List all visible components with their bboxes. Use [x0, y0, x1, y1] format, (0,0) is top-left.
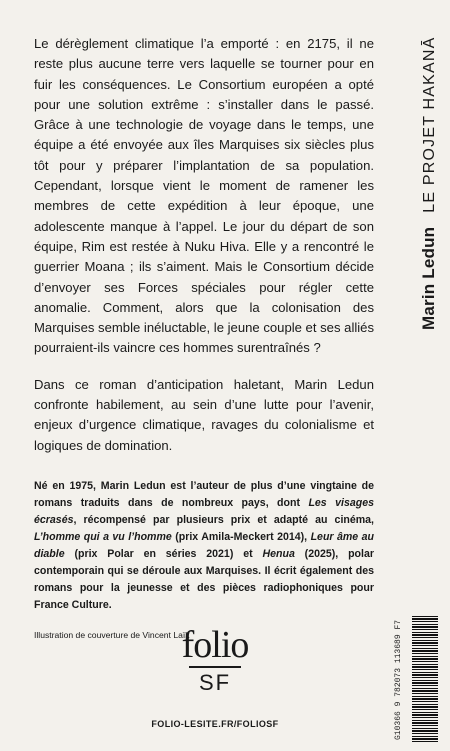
- barcode-block: [392, 616, 442, 744]
- blurb: [34, 34, 374, 456]
- spine-author: Marin Ledun: [419, 226, 438, 330]
- spine-title: LE PROJET HAKANĀ: [421, 36, 438, 213]
- barcode-text: [392, 616, 408, 744]
- bio-title: Leur âme au diable: [34, 530, 374, 560]
- logo-brand: folio: [181, 624, 249, 666]
- bio-title: Les visages écrasés: [34, 496, 374, 526]
- barcode-label: [394, 620, 403, 740]
- illustration-credit: Illustration de couverture de Vincent Laïk: [34, 629, 190, 640]
- bio-title: L’homme qui a vu l’homme: [34, 530, 172, 543]
- logo-collection: SF: [198, 670, 232, 695]
- barcode-price: F7: [394, 619, 403, 630]
- spine: [412, 34, 442, 334]
- bio-text: (2025), polar contemporain qui se déroule aux Marquises. Il écrit également des romans pour la jeunesse et des pièces radiophoniques pour France Culture.: [34, 547, 374, 611]
- folio-sf-logo: [172, 624, 258, 695]
- blurb-paragraph-1: Le dérèglement climatique l’a emporté : en 2175, il ne reste plus aucune terre vers laquelle se tourner pour en fuir les conséquences. Le Consortium européen a opté pour une solution extrême : s’installer dans le passé. Grâce à une technologie de voyage dans le temps, une équipe a été envoyée aux îles Marquises six siècles plus tôt pour y préparer l’implantation de sa population. Cependant, lorsque vient le moment de ramener les membres de cette expédition à leur époque, une adolescente manque à l’appel. Le jour du départ de son équipe, Rim est restée à Nuku Hiva. Elle y a rencontré le guerrier Moana ; ils s’aiment. Mais le Consortium décide d’envoyer ses Forces spéciales pour régler cette anomalie. Comment, alors que la colonisation des Marquises semble inéluctable, le jeune couple et ses alliés pourraient-ils vaincre ces hommes surentraînés ?: [34, 36, 374, 356]
- logo-divider: [189, 666, 241, 668]
- bio-text: , récompensé par plusieurs prix et adapté au cinéma,: [73, 513, 374, 526]
- barcode-icon: [412, 616, 438, 744]
- author-bio: [34, 478, 374, 614]
- bio-text: (prix Amila-Meckert 2014),: [171, 530, 311, 543]
- blurb-paragraph-2: Dans ce roman d’anticipation haletant, Marin Ledun confronte habilement, au sein d’une lutte pour l’avenir, enjeux d’urgence climatique, ravages du colonialisme et logiques de domination.: [34, 376, 374, 453]
- barcode-code: G10366: [394, 711, 403, 740]
- bio-title: Henua: [262, 547, 295, 560]
- bio-text: Né en 1975, Marin Ledun est l’auteur de plus d’une vingtaine de romans traduits dans de nombreux pays, dont: [34, 479, 374, 509]
- barcode-isbn: 9 782073 113689: [394, 634, 403, 707]
- spine-text: [419, 36, 439, 330]
- back-cover-text: [34, 34, 374, 640]
- publisher-website: FOLIO-LESITE.FR/FOLIOSF: [151, 719, 279, 729]
- bio-text: (prix Polar en séries 2021) et: [64, 547, 263, 560]
